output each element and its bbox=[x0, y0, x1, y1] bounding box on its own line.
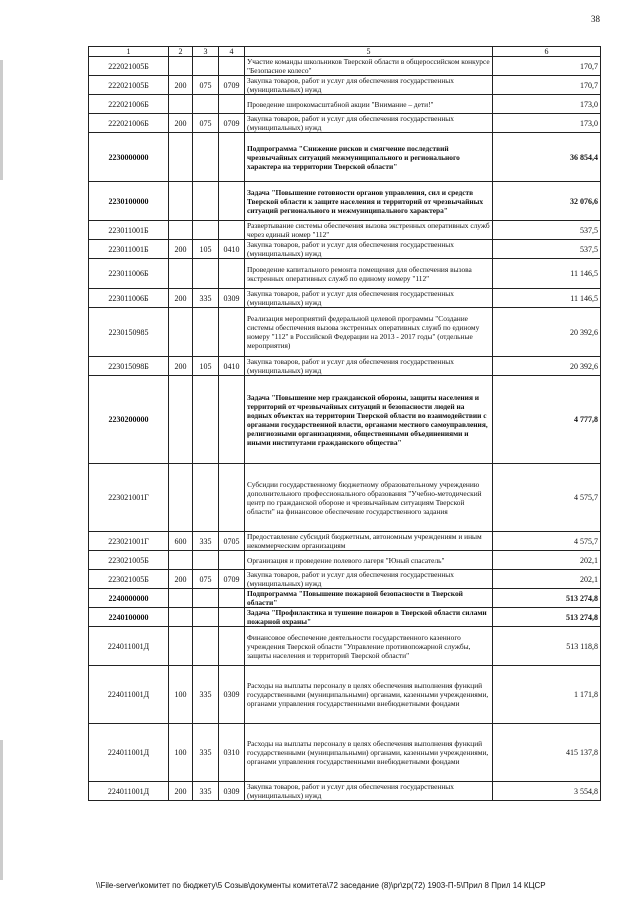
page-number: 38 bbox=[591, 14, 600, 24]
amount-value: 513 274,8 bbox=[493, 589, 601, 608]
section-code bbox=[219, 627, 245, 666]
column-header: 3 bbox=[193, 47, 219, 57]
column-header: 1 bbox=[89, 47, 169, 57]
scan-edge-shadow bbox=[0, 740, 3, 880]
department-code bbox=[193, 308, 219, 357]
amount-value: 1 171,8 bbox=[493, 666, 601, 724]
target-article-code: 222021005Б bbox=[89, 76, 169, 95]
amount-value: 20 392,6 bbox=[493, 357, 601, 376]
department-code: 075 bbox=[193, 76, 219, 95]
department-code: 105 bbox=[193, 357, 219, 376]
section-code bbox=[219, 259, 245, 289]
amount-value: 173,0 bbox=[493, 95, 601, 114]
item-description: Предоставление субсидий бюджетным, автономным учреждениям и иным некоммерческим организациям bbox=[245, 532, 493, 551]
scan-edge-shadow bbox=[0, 60, 3, 180]
department-code: 335 bbox=[193, 666, 219, 724]
column-header: 2 bbox=[169, 47, 193, 57]
target-article-code: 223021005Б bbox=[89, 551, 169, 570]
expense-type-code bbox=[169, 376, 193, 464]
amount-value: 537,5 bbox=[493, 221, 601, 240]
amount-value: 36 854,4 bbox=[493, 133, 601, 182]
item-description: Закупка товаров, работ и услуг для обеспечения государственных (муниципальных) нужд bbox=[245, 357, 493, 376]
table-row bbox=[89, 782, 601, 801]
table-row bbox=[89, 464, 601, 532]
section-code: 0705 bbox=[219, 532, 245, 551]
table-row bbox=[89, 570, 601, 589]
amount-value: 170,7 bbox=[493, 57, 601, 76]
table-row bbox=[89, 76, 601, 95]
section-code bbox=[219, 133, 245, 182]
target-article-code: 2240000000 bbox=[89, 589, 169, 608]
amount-value: 173,0 bbox=[493, 114, 601, 133]
expense-type-code bbox=[169, 221, 193, 240]
amount-value: 11 146,5 bbox=[493, 259, 601, 289]
department-code bbox=[193, 551, 219, 570]
department-code: 105 bbox=[193, 240, 219, 259]
target-article-code: 223021001Г bbox=[89, 532, 169, 551]
table-row bbox=[89, 589, 601, 608]
target-article-code: 223011006Б bbox=[89, 289, 169, 308]
expense-type-code bbox=[169, 627, 193, 666]
target-article-code: 222021005Б bbox=[89, 57, 169, 76]
department-code bbox=[193, 464, 219, 532]
target-article-code: 223011001Б bbox=[89, 221, 169, 240]
table-header-row bbox=[89, 47, 601, 57]
column-header: 4 bbox=[219, 47, 245, 57]
amount-value: 537,5 bbox=[493, 240, 601, 259]
section-code bbox=[219, 551, 245, 570]
item-description: Задача "Профилактика и тушение пожаров в Тверской области силами пожарной охраны" bbox=[245, 608, 493, 627]
section-code bbox=[219, 589, 245, 608]
table-row bbox=[89, 608, 601, 627]
table-row bbox=[89, 666, 601, 724]
expense-type-code: 200 bbox=[169, 782, 193, 801]
table-row bbox=[89, 551, 601, 570]
target-article-code: 223021005Б bbox=[89, 570, 169, 589]
department-code bbox=[193, 259, 219, 289]
amount-value: 202,1 bbox=[493, 551, 601, 570]
table-row bbox=[89, 259, 601, 289]
expense-type-code: 200 bbox=[169, 76, 193, 95]
section-code bbox=[219, 221, 245, 240]
item-description: Расходы на выплаты персоналу в целях обеспечения выполнения функций государственными (муниципальными) органами, казенными учреждениями, органами управления государственными внебюджетными фондами bbox=[245, 724, 493, 782]
section-code: 0310 bbox=[219, 724, 245, 782]
amount-value: 4 777,8 bbox=[493, 376, 601, 464]
table-row bbox=[89, 289, 601, 308]
amount-value: 513 118,8 bbox=[493, 627, 601, 666]
section-code bbox=[219, 608, 245, 627]
section-code bbox=[219, 95, 245, 114]
amount-value: 513 274,8 bbox=[493, 608, 601, 627]
item-description: Организация и проведение полевого лагеря "Юный спасатель" bbox=[245, 551, 493, 570]
item-description: Субсидии государственному бюджетному образовательному учреждению дополнительного профессионального образования "Учебно-методический центр по гражданской обороне и чрезвычайным ситуациям Тверской области" на финансовое обеспечение государственного задания bbox=[245, 464, 493, 532]
department-code: 075 bbox=[193, 570, 219, 589]
department-code bbox=[193, 376, 219, 464]
target-article-code: 224011001Д bbox=[89, 782, 169, 801]
section-code bbox=[219, 376, 245, 464]
column-header: 5 bbox=[245, 47, 493, 57]
section-code: 0309 bbox=[219, 289, 245, 308]
section-code: 0410 bbox=[219, 240, 245, 259]
expense-type-code: 200 bbox=[169, 114, 193, 133]
column-header: 6 bbox=[493, 47, 601, 57]
target-article-code: 224011001Д bbox=[89, 627, 169, 666]
amount-value: 3 554,8 bbox=[493, 782, 601, 801]
target-article-code: 223011006Б bbox=[89, 259, 169, 289]
department-code: 335 bbox=[193, 289, 219, 308]
table-row bbox=[89, 133, 601, 182]
table-row bbox=[89, 308, 601, 357]
target-article-code: 2230000000 bbox=[89, 133, 169, 182]
item-description: Подпрограмма "Повышение пожарной безопасности в Тверской области" bbox=[245, 589, 493, 608]
target-article-code: 223015098Б bbox=[89, 357, 169, 376]
expense-type-code: 600 bbox=[169, 532, 193, 551]
item-description: Расходы на выплаты персоналу в целях обеспечения выполнения функций государственными (муниципальными) органами, казенными учреждениями, органами управления государственными внебюджетными фондами bbox=[245, 666, 493, 724]
target-article-code: 2240100000 bbox=[89, 608, 169, 627]
expense-type-code: 200 bbox=[169, 570, 193, 589]
item-description: Закупка товаров, работ и услуг для обеспечения государственных (муниципальных) нужд bbox=[245, 76, 493, 95]
target-article-code: 222021006Б bbox=[89, 95, 169, 114]
table-row bbox=[89, 724, 601, 782]
section-code bbox=[219, 464, 245, 532]
department-code bbox=[193, 133, 219, 182]
expense-type-code bbox=[169, 608, 193, 627]
target-article-code: 222021006Б bbox=[89, 114, 169, 133]
item-description: Реализация мероприятий федеральной целевой программы "Создание системы обеспечения вызова экстренных оперативных служб по единому номеру "112" в Российской Федерации на 2013 - 2017 годы" (отдельные мероприятия) bbox=[245, 308, 493, 357]
section-code: 0709 bbox=[219, 76, 245, 95]
target-article-code: 2230200000 bbox=[89, 376, 169, 464]
expense-type-code bbox=[169, 133, 193, 182]
expense-type-code bbox=[169, 259, 193, 289]
section-code: 0309 bbox=[219, 782, 245, 801]
table-row bbox=[89, 114, 601, 133]
amount-value: 11 146,5 bbox=[493, 289, 601, 308]
section-code bbox=[219, 308, 245, 357]
table-row bbox=[89, 532, 601, 551]
table-body bbox=[89, 57, 601, 801]
section-code: 0709 bbox=[219, 570, 245, 589]
department-code bbox=[193, 57, 219, 76]
expense-type-code bbox=[169, 589, 193, 608]
expense-type-code: 200 bbox=[169, 240, 193, 259]
section-code bbox=[219, 57, 245, 76]
department-code bbox=[193, 627, 219, 666]
item-description: Участие команды школьников Тверской области в общероссийском конкурсе "Безопасное колесо" bbox=[245, 57, 493, 76]
department-code bbox=[193, 182, 219, 221]
section-code: 0410 bbox=[219, 357, 245, 376]
item-description: Закупка товаров, работ и услуг для обеспечения государственных (муниципальных) нужд bbox=[245, 782, 493, 801]
item-description: Проведение капитального ремонта помещения для обеспечения вызова экстренных оперативных служб по единому номеру "112" bbox=[245, 259, 493, 289]
amount-value: 4 575,7 bbox=[493, 532, 601, 551]
item-description: Проведение широкомасштабной акции "Внимание – дети!" bbox=[245, 95, 493, 114]
item-description: Задача "Повышение готовности органов управления, сил и средств Тверской области к защите населения и территорий от чрезвычайных ситуаций регионального и межмуниципального характера" bbox=[245, 182, 493, 221]
department-code: 335 bbox=[193, 532, 219, 551]
table-row bbox=[89, 627, 601, 666]
table-row bbox=[89, 221, 601, 240]
file-path-footer: \\File-server\комитет по бюджету\5 Созыв\документы комитета\72 заседание (8)\pr\zp(72) 1903-П-5\Прил 8 Прил 14 КЦСР bbox=[96, 881, 546, 890]
section-code: 0709 bbox=[219, 114, 245, 133]
table-row bbox=[89, 182, 601, 221]
expense-type-code bbox=[169, 551, 193, 570]
expense-type-code bbox=[169, 95, 193, 114]
table-row bbox=[89, 357, 601, 376]
department-code bbox=[193, 95, 219, 114]
department-code bbox=[193, 221, 219, 240]
amount-value: 4 575,7 bbox=[493, 464, 601, 532]
table-row bbox=[89, 95, 601, 114]
amount-value: 20 392,6 bbox=[493, 308, 601, 357]
amount-value: 170,7 bbox=[493, 76, 601, 95]
target-article-code: 223021001Г bbox=[89, 464, 169, 532]
target-article-code: 224011001Д bbox=[89, 724, 169, 782]
department-code bbox=[193, 589, 219, 608]
item-description: Закупка товаров, работ и услуг для обеспечения государственных (муниципальных) нужд bbox=[245, 570, 493, 589]
expense-type-code bbox=[169, 57, 193, 76]
expense-type-code: 100 bbox=[169, 666, 193, 724]
item-description: Подпрограмма "Снижение рисков и смягчение последствий чрезвычайных ситуаций межмуниципального и регионального характера на территории Тверской области" bbox=[245, 133, 493, 182]
expense-type-code bbox=[169, 464, 193, 532]
department-code: 075 bbox=[193, 114, 219, 133]
target-article-code: 223011001Б bbox=[89, 240, 169, 259]
department-code bbox=[193, 608, 219, 627]
expense-type-code bbox=[169, 182, 193, 221]
target-article-code: 2230100000 bbox=[89, 182, 169, 221]
expense-type-code: 200 bbox=[169, 289, 193, 308]
section-code bbox=[219, 182, 245, 221]
item-description: Финансовое обеспечение деятельности государственного казенного учреждения Тверской области "Управление противопожарной службы, защиты населения и территорий Тверской области" bbox=[245, 627, 493, 666]
item-description: Задача "Повышение мер гражданской обороны, защиты населения и территорий от чрезвычайных ситуаций и безопасности людей на водных объектах на территории Тверской области во взаимодействии с органами государственной власти, органами местного самоуправления, религиозными организациями, общественными объединениями и иными институтами гражданского общества" bbox=[245, 376, 493, 464]
target-article-code: 224011001Д bbox=[89, 666, 169, 724]
item-description: Закупка товаров, работ и услуг для обеспечения государственных (муниципальных) нужд bbox=[245, 289, 493, 308]
budget-table bbox=[88, 46, 601, 801]
amount-value: 415 137,8 bbox=[493, 724, 601, 782]
target-article-code: 2230150985 bbox=[89, 308, 169, 357]
expense-type-code bbox=[169, 308, 193, 357]
expense-type-code: 100 bbox=[169, 724, 193, 782]
amount-value: 202,1 bbox=[493, 570, 601, 589]
item-description: Закупка товаров, работ и услуг для обеспечения государственных (муниципальных) нужд bbox=[245, 240, 493, 259]
department-code: 335 bbox=[193, 782, 219, 801]
item-description: Развертывание системы обеспечения вызова экстренных оперативных служб через единый номер "112" bbox=[245, 221, 493, 240]
section-code: 0309 bbox=[219, 666, 245, 724]
table-row bbox=[89, 240, 601, 259]
department-code: 335 bbox=[193, 724, 219, 782]
table-row bbox=[89, 376, 601, 464]
amount-value: 32 076,6 bbox=[493, 182, 601, 221]
expense-type-code: 200 bbox=[169, 357, 193, 376]
table-row bbox=[89, 57, 601, 76]
item-description: Закупка товаров, работ и услуг для обеспечения государственных (муниципальных) нужд bbox=[245, 114, 493, 133]
